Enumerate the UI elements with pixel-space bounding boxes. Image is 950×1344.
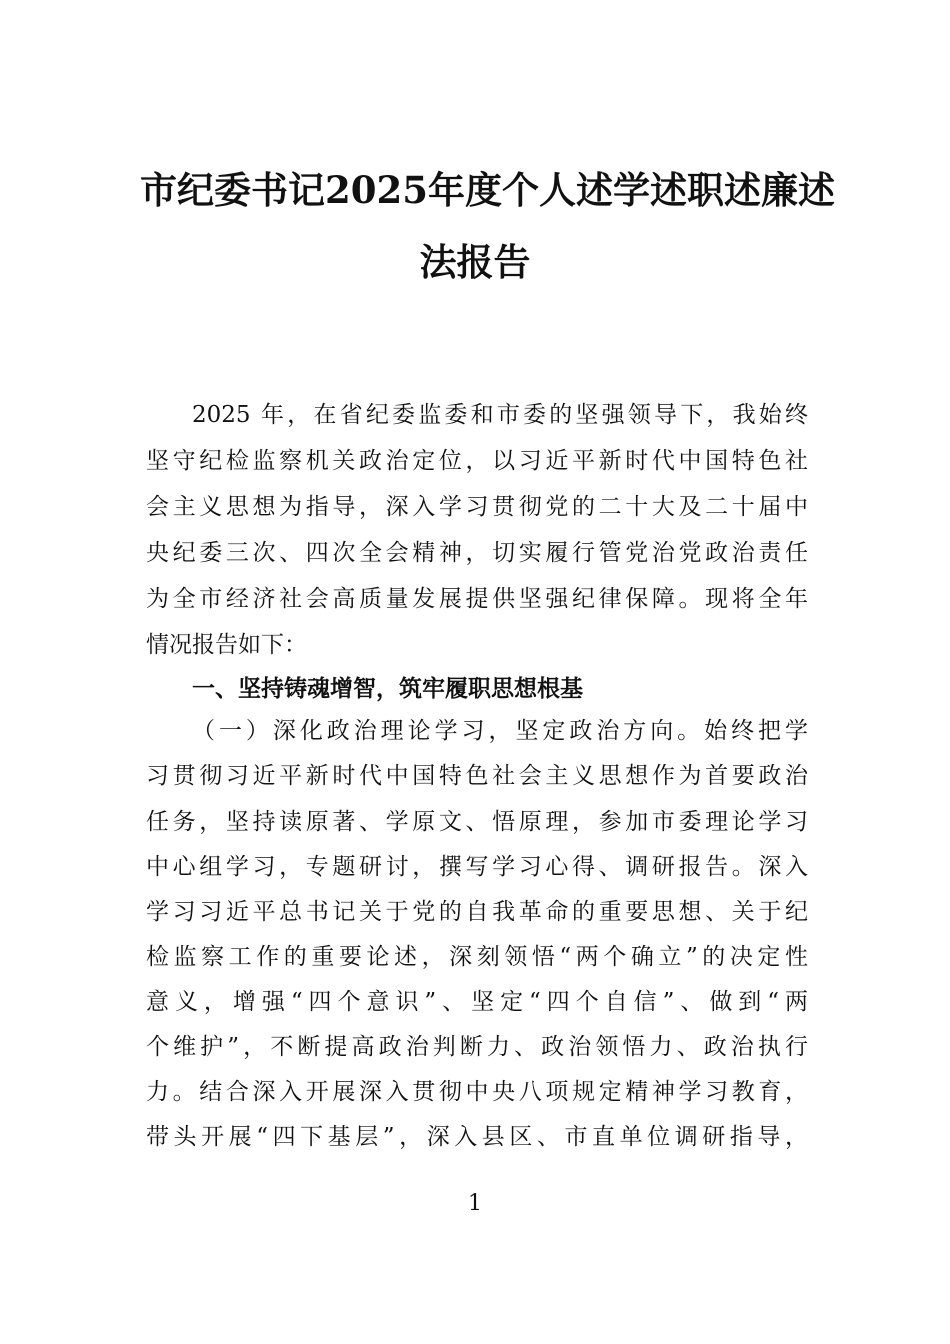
paragraph-2-line-6: 检监察工作的重要论述，深刻领悟“两个确立”的决定性 xyxy=(146,944,808,970)
paragraph-2-line-4: 中心组学习，专题研讨，撰写学习心得、调研报告。深入 xyxy=(146,854,808,880)
paragraph-1-line-5: 为全市经济社会高质量发展提供坚强纪律保障。现将全年 xyxy=(146,586,808,612)
paragraph-2-line-9: 力。结合深入开展深入贯彻中央八项规定精神学习教育， xyxy=(146,1079,808,1105)
paragraph-2-line-1: （一）深化政治理论学习，坚定政治方向。始终把学 xyxy=(192,718,808,744)
paragraph-2-line-8: 个维护”，不断提高政治判断力、政治领悟力、政治执行 xyxy=(146,1034,808,1060)
paragraph-1-line-3: 会主义思想为指导，深入学习贯彻党的二十大及二十届中 xyxy=(146,494,808,520)
page-number: 1 xyxy=(468,1191,482,1216)
paragraph-2-line-5: 学习习近平总书记关于党的自我革命的重要思想、关于纪 xyxy=(146,899,808,925)
section-heading-1: 一、坚持铸魂增智，筑牢履职思想根基 xyxy=(192,676,583,702)
paragraph-2-line-2: 习贯彻习近平新时代中国特色社会主义思想作为首要政治 xyxy=(146,763,808,789)
paragraph-2-line-3: 任务，坚持读原著、学原文、悟原理，参加市委理论学习 xyxy=(146,809,808,835)
paragraph-1-line-2: 坚守纪检监察机关政治定位，以习近平新时代中国特色社 xyxy=(146,448,808,474)
paragraph-2-line-10: 带头开展“四下基层”，深入县区、市直单位调研指导， xyxy=(146,1124,808,1150)
paragraph-1-line-6: 情况报告如下： xyxy=(146,632,307,658)
paragraph-1-line-1: 2025 年，在省纪委监委和市委的坚强领导下，我始终 xyxy=(192,402,808,428)
document-title-line-1: 市纪委书记2025年度个人述学述职述廉述 xyxy=(140,168,835,212)
document-title-line-2: 法报告 xyxy=(419,240,531,284)
paragraph-2-line-7: 意义，增强“四个意识”、坚定“四个自信”、做到“两 xyxy=(146,989,808,1015)
paragraph-1-line-4: 央纪委三次、四次全会精神，切实履行管党治党政治责任 xyxy=(146,540,808,566)
